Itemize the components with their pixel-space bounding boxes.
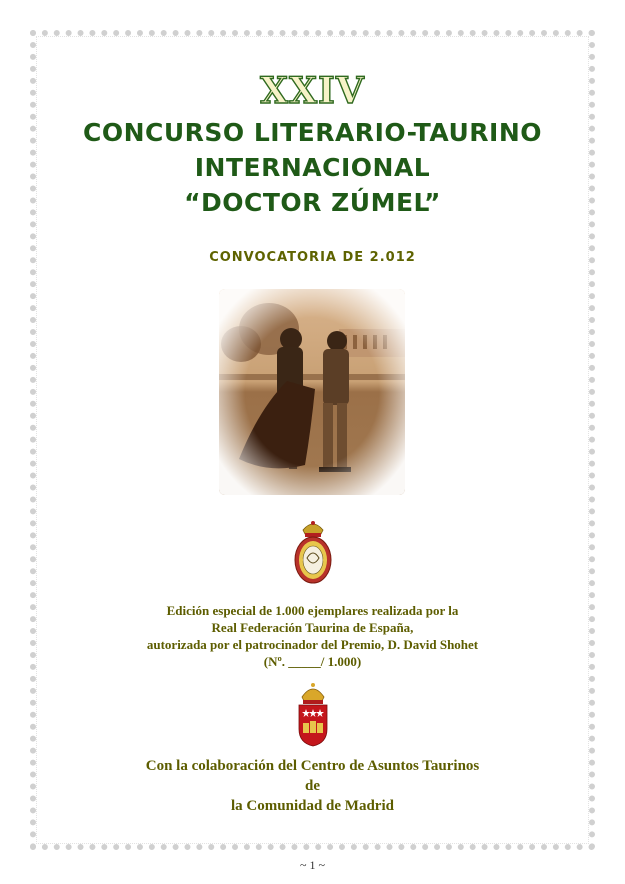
edition-line-2: Real Federación Taurina de España,: [211, 620, 414, 635]
vintage-bullfighting-photo: [219, 289, 405, 495]
edition-line-1: Edición especial de 1.000 ejemplares realizada por la: [166, 603, 459, 618]
collaboration-notice: [0, 756, 625, 816]
collab-line-3: la Comunidad de Madrid: [231, 798, 394, 814]
page-number: ~ 1 ~: [300, 858, 325, 872]
comunidad-de-madrid-shield-icon: [296, 681, 330, 747]
title-line-2: INTERNACIONAL: [194, 153, 431, 182]
edition-line-4: (Nº. _____/ 1.000): [263, 654, 362, 669]
title-line-3: “DOCTOR ZÚMEL”: [184, 188, 441, 217]
edition-number: XXIV: [260, 70, 365, 112]
edition-line-3: autorizada por el patrocinador del Premio, D. David Shohet: [146, 637, 479, 652]
collab-line-1: Con la colaboración del Centro de Asuntos Taurinos: [145, 758, 480, 774]
royal-federation-crest-icon: [291, 518, 335, 588]
edition-notice: [0, 602, 625, 670]
collab-line-2: de: [305, 778, 320, 794]
convocatoria-year: CONVOCATORIA DE 2.012: [209, 250, 416, 265]
title-line-1: CONCURSO LITERARIO-TAURINO: [82, 118, 543, 147]
